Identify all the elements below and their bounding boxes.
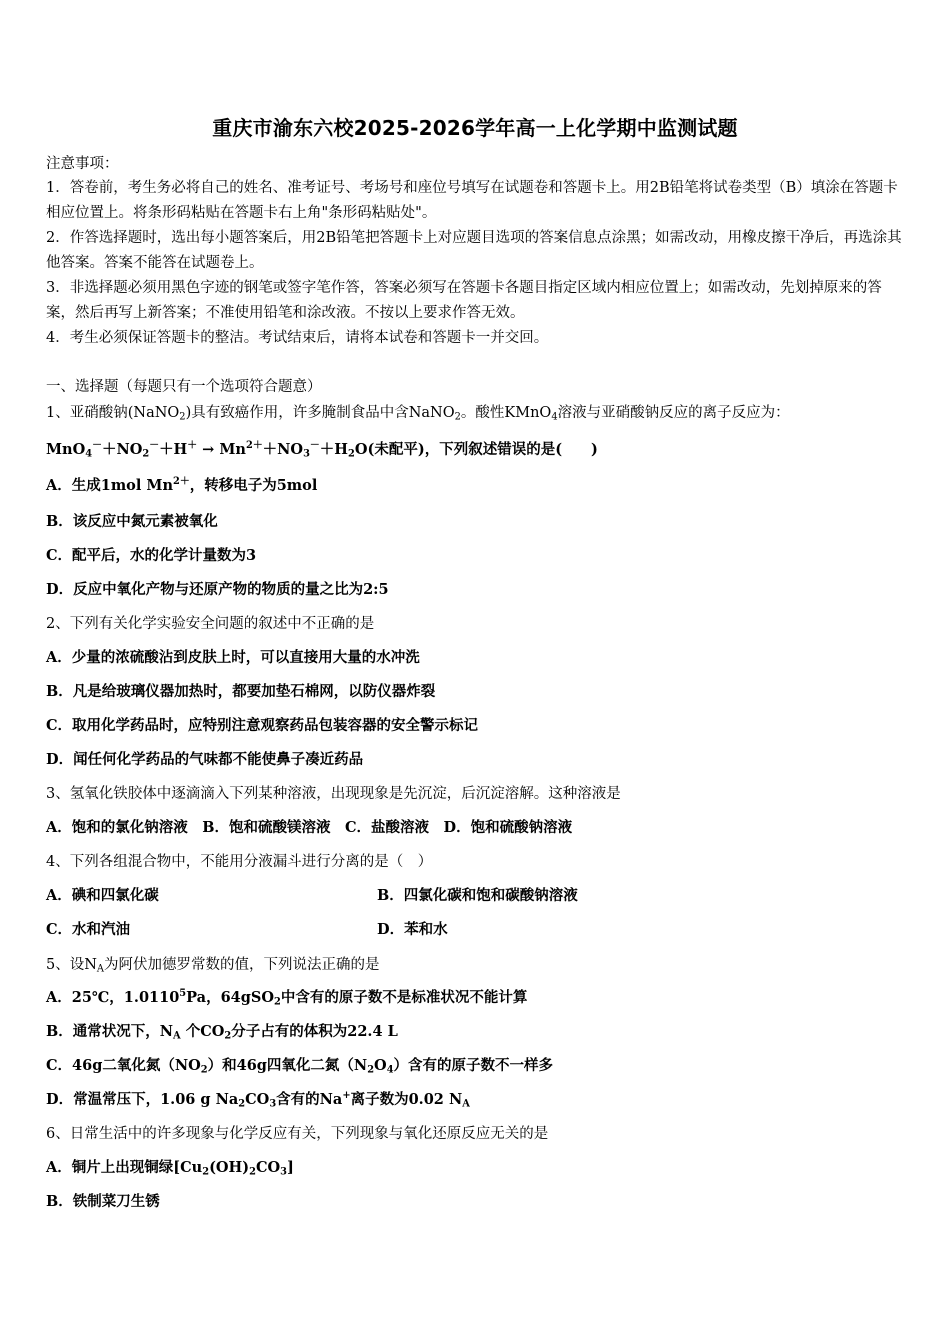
q2-option-c: C．取用化学药品时，应特别注意观察药品包装容器的安全警示标记 — [46, 717, 479, 734]
q5-stem: 5、设$N_A$为阿伏加德罗常数的值，下列说法正确的是 — [46, 957, 380, 975]
q2-option-a: A．少量的浓硫酸沾到皮肤上时，可以直接用大量的水冲洗 — [46, 649, 420, 666]
notice-item: 1．答卷前，考生务必将自己的姓名、准考证号、考场号和座位号填写在试题卷和答题卡上。用2B铅笔将试卷类型（B）填涂在答题卡相应位置上。将条形码粘贴在答题卡右上角"条形码粘贴处"。 — [46, 180, 898, 221]
q6-stem: 6、日常生活中的许多现象与化学反应有关，下列现象与氧化还原反应无关的是 — [46, 1126, 549, 1142]
notice-item: 2．作答选择题时，选出每小题答案后，用2B铅笔把答题卡上对应题目选项的答案信息点涂黑；如需改动，用橡皮擦干净后，再选涂其他答案。答案不能答在试题卷上。 — [46, 230, 902, 271]
q2-option-d: D．闻任何化学药品的气味都不能使鼻子凑近药品 — [46, 751, 364, 768]
page-title: 重庆市渝东六校2025-2026学年高一上化学期中监测试题 — [212, 116, 738, 140]
q1-option-c: C．配平后，水的化学计量数为3 — [46, 547, 257, 564]
q1-stem: 1、亚硝酸钠(NaNO$_2$)具有致癌作用，许多腌制食品中含NaNO$_2$。酸性KMnO$_4$溶液与亚硝酸钠反应的离子反应为： — [46, 405, 790, 423]
q4-option-b: B．四氯化碳和饱和碳酸钠溶液 — [377, 887, 578, 904]
q3-stem: 3、氢氧化铁胶体中逐滴滴入下列某种溶液，出现现象是先沉淀，后沉淀溶解。这种溶液是 — [46, 786, 621, 802]
q3-options: A．饱和的氯化钠溶液 B．饱和硫酸镁溶液 C．盐酸溶液 D．饱和硫酸钠溶液 — [46, 819, 573, 836]
q5-option-d: D．常温常压下，1.06 g $Na_2CO_3$含有的Na+离子数为0.02 $N_A$ — [46, 1090, 470, 1110]
section-title: 一、选择题（每题只有一个选项符合题意） — [46, 379, 322, 395]
q5-option-a: A．25℃，1.0110$^5$Pa，64gSO$_2$中含有的原子数不是标准状况不能计算 — [46, 988, 528, 1008]
notice-list — [46, 176, 904, 351]
q5-option-c: C．46g二氧化氮$(NO_2)$和46g四氧化二氮$(N_2O_4)$含有的原子数不一样多 — [46, 1057, 554, 1076]
q1-equation: $MnO_4^-+NO_2^-+H^+ \to Mn^{2+}+NO_3^-+H_2O$(未配平)，下列叙述错误的是( ) — [46, 440, 598, 460]
q4-stem: 4、下列各组混合物中，不能用分液漏斗进行分离的是（ ） — [46, 854, 433, 870]
q1-option-b: B．该反应中氮元素被氧化 — [46, 513, 218, 530]
notice-item: 4．考生必须保证答题卡的整洁。考试结束后，请将本试卷和答题卡一并交回。 — [46, 330, 549, 346]
notice-heading: 注意事项： — [46, 156, 119, 172]
q2-option-b: B．凡是给玻璃仪器加热时，都要加垫石棉网，以防仪器炸裂 — [46, 683, 436, 700]
q6-option-b: B．铁制菜刀生锈 — [46, 1193, 160, 1210]
q6-option-a: A．铜片上出现铜绿$[Cu_2(OH)_2CO_3]$ — [46, 1159, 294, 1178]
q2-stem: 2、下列有关化学实验安全问题的叙述中不正确的是 — [46, 616, 375, 632]
q4-option-a: A．碘和四氯化碳 — [46, 887, 159, 904]
q4-option-c: C．水和汽油 — [46, 921, 131, 938]
q1-option-a: A．生成1mol $Mn^{2+}$，转移电子为5mol — [46, 476, 318, 494]
notice-item: 3．非选择题必须用黑色字迹的钢笔或签字笔作答，答案必须写在答题卡各题目指定区域内相应位置上；如需改动，先划掉原来的答案，然后再写上新答案；不准使用铅笔和涂改液。不按以上要求作答无效。 — [46, 280, 882, 321]
q4-option-d: D．苯和水 — [377, 921, 448, 938]
q1-option-d: D．反应中氧化产物与还原产物的物质的量之比为2:5 — [46, 581, 389, 598]
q5-option-b: B．通常状况下，$N_A$ 个$CO_2$分子占有的体积为22.4 L — [46, 1023, 398, 1042]
